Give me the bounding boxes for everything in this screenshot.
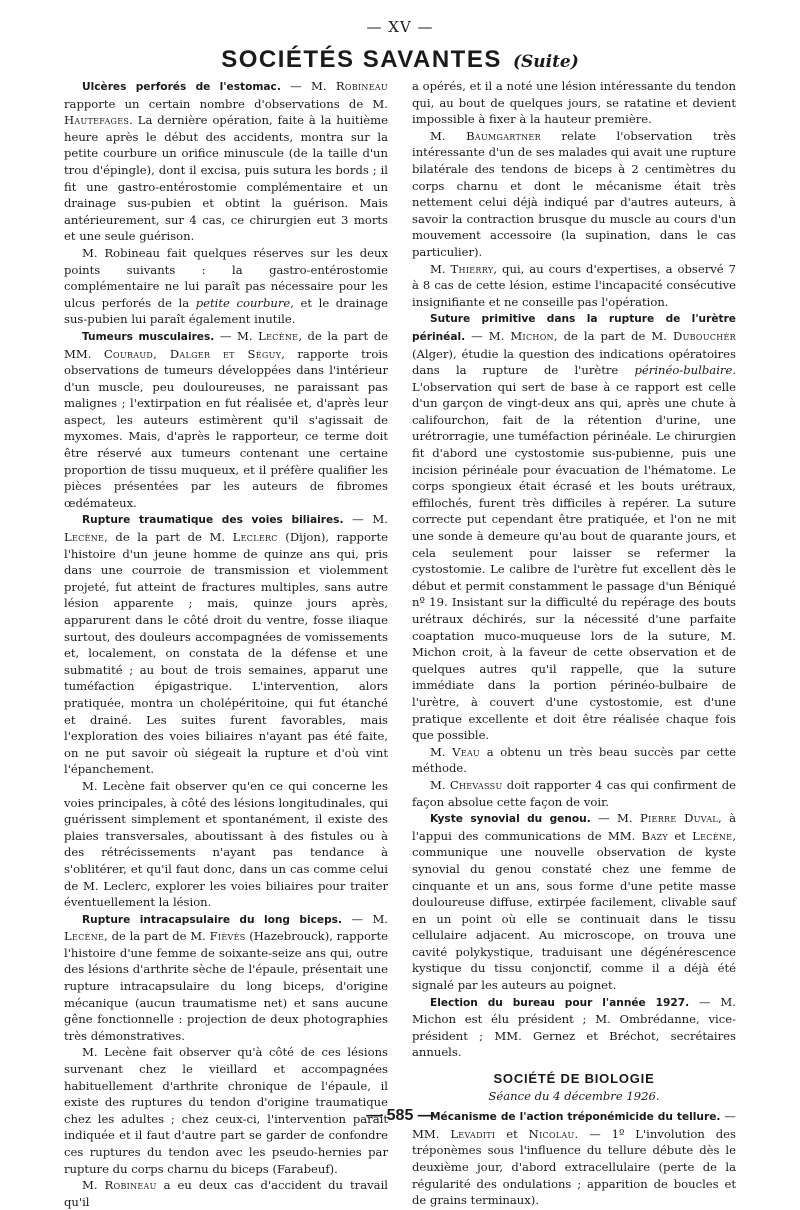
paragraph-veau: M. Veau a obtenu un très beau succès par cette méthode. [412, 744, 736, 776]
running-head [0, 46, 800, 74]
seance-date: Séance du 4 décembre 1926. [488, 1088, 660, 1103]
paragraph-continuation: a opérés, et il a noté une lésion intéressante du tendon qui, au bout de quelques jours, se ratatine et devient impossible à fixer à la hauteur première. [412, 79, 736, 127]
paragraph-robineau-accident: M. Robineau a eu deux cas d'accident du travail qu'il [64, 1178, 389, 1209]
paragraph-ulceres: Ulcères perforés de l'estomac. — M. Robineau rapporte un certain nombre d'observations de M. Hautefages. La dernière opération, faite à la huitième heure après le début des accidents, montra sur la petite courbure un orifice minuscule (de la taille d'un trou d'épingle), dont il excisa, puis sutura les bords ; il fit une gastro-entérostomie complémentaire et un drainage sus-pubien et obtint la guérison. Mais antérieurement, sur 4 cas, ce chirurgien eut 3 morts et une seule guérison. [64, 79, 388, 244]
title-suite: (Suite) [512, 52, 579, 72]
paragraph-thierry: M. Thierry, qui, au cours d'expertises, a observé 7 à 8 cas de cette lésion, estime l'incapacité consécutive insignifiante et ne conseille pas l'opération. [412, 261, 736, 309]
paragraph-lecene-observation: M. Lecène fait observer qu'en ce qui concerne les voies principales, à côté des lésions longitudinales, qui guérissent simplement et spontanément, il existe des plaies transversales, aboutissant à des fistules ou à des rétrécissements n'ayant pas tendance à s'oblitérer, et qu'il faut donc, dans un cas comme celui de M. Leclerc, explorer les voies biliaires pour traiter éventuellement la lésion. [64, 778, 388, 910]
paragraph-chevassu: M. Chevassu doit rapporter 4 cas qui confirment de façon absolue cette façon de voir. [412, 777, 736, 809]
paragraph-robineau-reserves: M. Robineau fait quelques réserves sur les deux points suivants : la gastro-entérostomie complémentaire ne lui paraît pas nécessaire pour les ulcus perforés de la petite courbure, et le drainage sus-pubien lui paraît également inutile. [64, 245, 389, 327]
paragraph-kyste: Kyste synovial du genou. — M. Pierre Duval, à l'appui des communications de MM. Bazy et Lecène, communique une nouvelle observation de kyste synovial du genou constaté chez une femme de cinquante et un ans, sous forme d'une petite masse douloureuse diffuse, extirpée facilement, clivable sauf en un point où elle se continuait dans le tissu cellulaire adjacent. Au microscope, on trouva une cavité polykystique, traduisant une dégénérescence kystique du tissu conjonctif, comme il a déjà été signalé par les auteurs au poignet. [412, 811, 736, 993]
paragraph-tellure: Mécanisme de l'action tréponémicide du tellure. — MM. Levaditi et Nicolau. — 1º L'involution des tréponèmes sous l'influence du tellure débute dès le deuxième jour, d'abord extracellulaire (perte de la régularité des ondulations ; apparition de boucles et de grains terminaux). [412, 1109, 736, 1208]
page-title: SOCIÉTÉS SAVANTES [221, 46, 502, 73]
paragraph-long-biceps: Rupture intracapsulaire du long biceps. — M. Lecène, de la part de M. Fièvés (Hazebrouck), rapporte l'histoire d'une femme de soixante-seize ans qui, outre des lésions d'arthrite sèche de l'épaule, présentait une rupture intracapsulaire du long biceps, d'origine mécanique (aucun traumatisme net) et sans aucune gêne fonctionnelle : projection de deux photographies très démonstratives. [64, 911, 388, 1043]
paragraph-election: Election du bureau pour l'année 1927. — M. Michon est élu président ; M. Ombrédanne, vice-président ; MM. Gernez et Bréchot, secrétaires annuels. [412, 994, 736, 1060]
section-title-biologie: SOCIÉTÉ DE BIOLOGIE [493, 1071, 655, 1087]
page-number: — 585 — [366, 1107, 434, 1124]
roman-folio: — XV — [366, 18, 434, 36]
paragraph-urètre: Suture primitive dans la rupture de l'urètre périnéal. — M. Michon, de la part de M. Dubouchér (Alger), étudie la question des indications opératoires dans la rupture de l'urètre périnéo-bulbaire. L'observation qui sert de base à ce rapport est celle d'un garçon de vingt-deux ans qui, après une chute à califourchon, fait de la rétention d'urine, une urétrorragie, une tuméfaction périnéale. Le chirurgien fit d'abord une cystostomie sus-pubienne, puis une incision périnéale pour évacuation de l'hématome. Le corps spongieux était écrasé et les bouts urétraux, effilochés, furent très difficiles à repérer. La suture correcte put cependant être pratiquée, et l'on ne mit une sonde à demeure qu'au bout de quarante jours, et cela seulement pour laisser se refermer la cystostomie. Le calibre de l'urètre fut excellent dès le début et permit constamment le passage d'un Béniqué nº 19. Insistant sur la difficulté du repérage des bouts urétraux déchirés, sur la nécessité d'une parfaite coaptation muco-muqueuse lors de la suture, M. Michon croit, à la faveur de cette observation et de quelques autres qu'il rappelle, que la suture immédiate dans la portion périnéo-bulbaire de l'urètre, à couvert d'une cystostomie, est d'une pratique excellente et doit être réalisée chaque fois que possible. [412, 313, 736, 743]
paragraph-lecene-ruptures: M. Lecène fait observer qu'à côté de ces lésions survenant chez le vieillard et accompagnées habituellement d'arthrite chronique de l'épaule, il existe des ruptures du tendon d'origine traumatique chez les adultes ; chez ceux-ci, l'intervention paraît indiquée et il faut d'autre part se garder de confondre ces ruptures du tendon avec les pseudo-hernies par rupture du corps charnu du biceps (Farabeuf). [64, 1045, 388, 1176]
paragraph-baumgartner: M. Baumgartner relate l'observation très intéressante d'un de ses malades qui avait une rupture bilatérale des tendons de biceps à 2 centimètres du corps charnu et dont le mécanisme était très nettement celui déjà indiqué par d'autres auteurs, à savoir la contraction brusque du muscle au cours d'un mouvement accessoire (la supination, dans le cas particulier). [412, 128, 736, 259]
paragraph-tumeurs: Tumeurs musculaires. — M. Lecène, de la part de MM. Couraud, Dalger et Séguy, rapporte trois observations de tumeurs développées dans l'intérieur d'un muscle, peu douloureuses, ne paraissant pas malignes ; l'extirpation en fut réalisée et, d'après leur aspect, les auteurs estimèrent qu'il s'agissait de myxomes. Mais, d'après le rapporteur, ce terme doit être réservé aux tumeurs contenant une certaine proportion de tissu muqueux, et il préfère qualifier les pièces présentées par les auteurs de fibromes œdémateux. [64, 328, 388, 510]
left-column [64, 78, 389, 1209]
right-column [412, 78, 736, 1208]
paragraph-voies-biliaires: Rupture traumatique des voies biliaires. — M. Lecène, de la part de M. Leclerc (Dijon), rapporte l'histoire d'un jeune homme de quinze ans qui, pris dans une courroie de transmission et violemment projeté, fut atteint de fractures multiples, sans autre lésion apparente ; mais, quinze jours après, apparurent dans le côté droit du ventre, fosse iliaque surtout, des douleurs accompagnées de vomissements et, localement, on constata de la défense et une submatité ; au bout de trois semaines, apparut une tuméfaction épigastrique. L'intervention, alors pratiquée, montra un cholépéritoine, qui fut étanché et drainé. Les suites furent favorables, mais l'exploration des voies biliaires n'ayant pas été faite, on ne put savoir où siégeait la rupture et d'où vint l'épanchement. [64, 512, 388, 777]
